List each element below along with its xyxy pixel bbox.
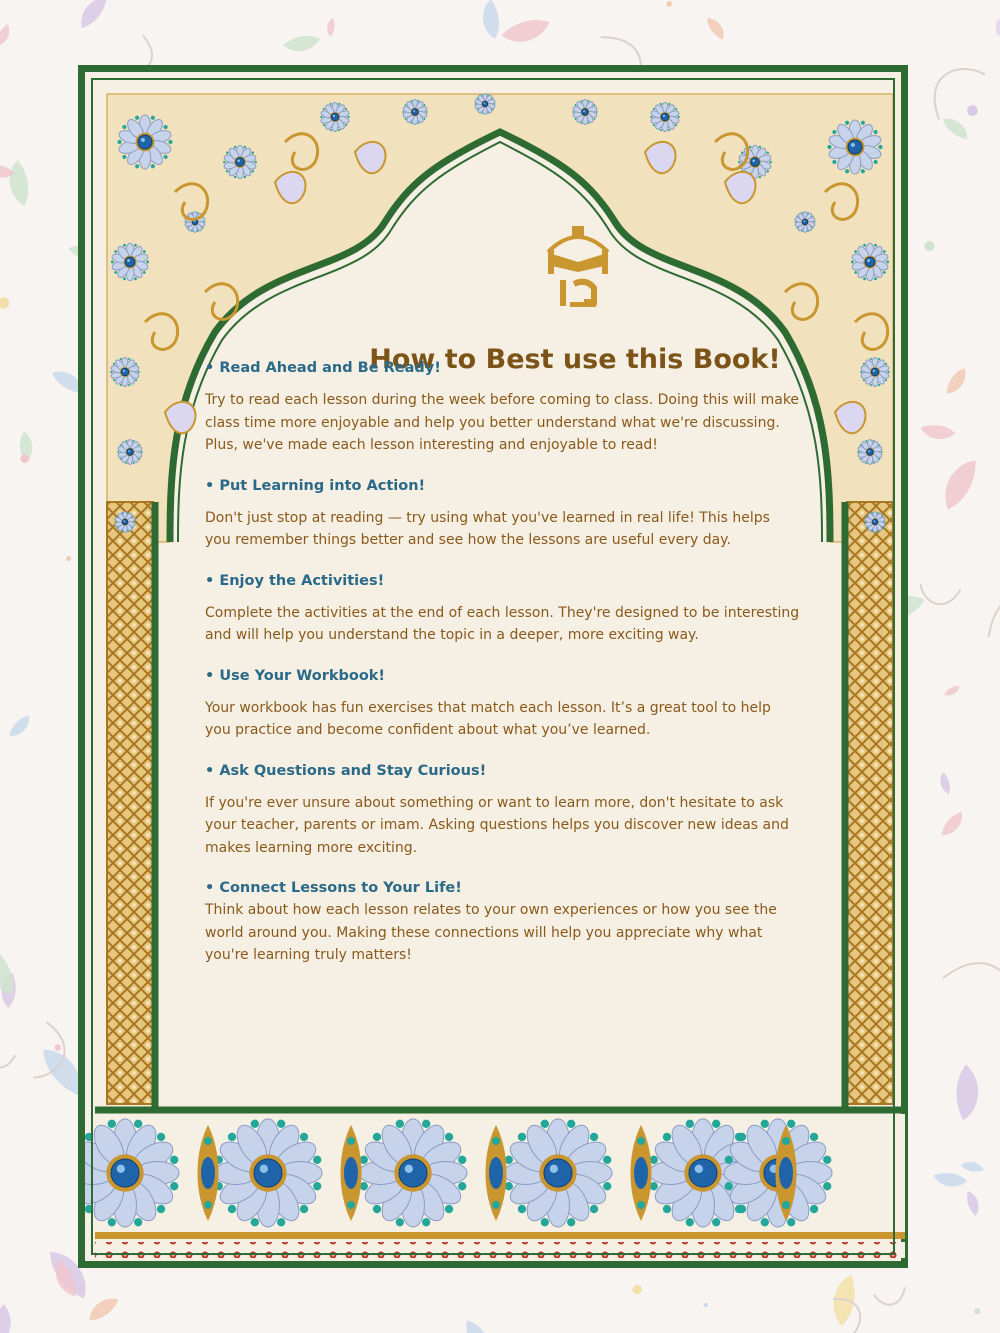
tip-heading: • Use Your Workbook! <box>205 667 386 684</box>
paisley-leaf <box>85 1291 120 1326</box>
paisley-leaf <box>945 365 970 398</box>
tip-body: Your workbook has fun exercises that match each lesson. It’s a great tool to help you practice and become confident about what you’ve learned. <box>205 699 771 738</box>
paisley-leaf <box>0 1304 11 1333</box>
swirl-line <box>923 57 985 129</box>
dot-ornament <box>974 1308 980 1314</box>
paisley-leaf <box>952 1064 982 1121</box>
swirl-line <box>938 956 1000 1017</box>
paisley-leaf <box>500 11 553 50</box>
paisley-leaf <box>8 712 33 741</box>
tip-section <box>205 760 800 860</box>
paisley-leaf <box>962 1189 983 1217</box>
dot-ornament <box>633 1285 642 1294</box>
dot-ornament <box>20 454 29 463</box>
paisley-leaf <box>940 454 979 514</box>
paisley-leaf <box>458 1316 497 1333</box>
dot-ornament <box>704 1303 708 1307</box>
swirl-line <box>0 1046 17 1070</box>
swirl-line <box>977 577 1000 658</box>
jewel-flower <box>504 1119 613 1228</box>
tip-heading: • Enjoy the Activities! <box>205 572 385 589</box>
paisley-leaf <box>961 1162 984 1172</box>
paisley-leaf <box>76 0 108 33</box>
paisley-leaf <box>273 0 293 1</box>
paisley-leaf <box>940 808 966 840</box>
dot-ornament <box>967 105 978 116</box>
swirl-line <box>874 1279 909 1310</box>
dot-ornament <box>66 556 71 561</box>
dot-ornament <box>924 241 934 251</box>
paisley-leaf <box>478 0 504 41</box>
swirl-line <box>920 578 962 607</box>
tip-section <box>205 877 800 967</box>
tip-body: If you're ever unsure about something or want to learn more, don't hesitate to ask your teacher, parents or imam. Asking questions helps you discover new ideas and makes learning more exciting. <box>205 794 789 856</box>
tip-body: Try to read each lesson during the week before coming to class. Doing this will make class time more enjoyable and help you better understand what we're discussing. Plus, we've made each lesson interesting and enjoyable to read! <box>205 392 800 453</box>
jewel-flower <box>214 1119 323 1228</box>
paisley-leaf <box>282 30 322 57</box>
tip-body: Don't just stop at reading — try using what you've learned in real life! This helps you remember things better and see how the lessons are useful every day. <box>205 509 770 548</box>
paisley-leaf <box>943 682 961 699</box>
jewel-flower <box>359 1119 468 1228</box>
paisley-leaf <box>833 1275 854 1326</box>
tip-heading: • Connect Lessons to Your Life! <box>205 880 462 896</box>
tip-section <box>205 475 800 552</box>
paisley-leaf <box>0 23 11 48</box>
paisley-leaf <box>937 772 954 796</box>
paisley-leaf <box>703 15 729 41</box>
paisley-leaf <box>0 828 3 846</box>
arch-book-logo-icon <box>538 222 618 312</box>
tip-heading: • Ask Questions and Stay Curious! <box>205 762 487 779</box>
page-title: How to Best use this Book! <box>369 344 781 375</box>
tip-section <box>205 665 800 742</box>
paisley-leaf <box>994 18 1000 36</box>
tip-section <box>205 357 800 457</box>
dot-ornament <box>0 297 9 309</box>
dot-ornament <box>55 1044 61 1050</box>
dot-ornament <box>666 1 672 7</box>
paisley-leaf <box>921 425 956 440</box>
tip-body: Think about how each lesson relates to your own experiences or how you see the world around you. Making these connections will help you appreciate why what you're learning truly matters! <box>205 902 777 963</box>
paisley-leaf <box>3 159 35 208</box>
tip-body: Complete the activities at the end of each lesson. They're designed to be interesting and will help you understand the topic in a deeper, more exciting way. <box>205 604 800 643</box>
paisley-leaf <box>934 1173 967 1187</box>
tip-heading: • Put Learning into Action! <box>205 477 426 494</box>
tips-list <box>205 357 800 967</box>
tip-heading: • Read Ahead and Be Ready! <box>205 360 441 376</box>
paisley-leaf <box>327 18 336 37</box>
tip-section <box>205 570 800 647</box>
paisley-leaf <box>939 115 972 141</box>
